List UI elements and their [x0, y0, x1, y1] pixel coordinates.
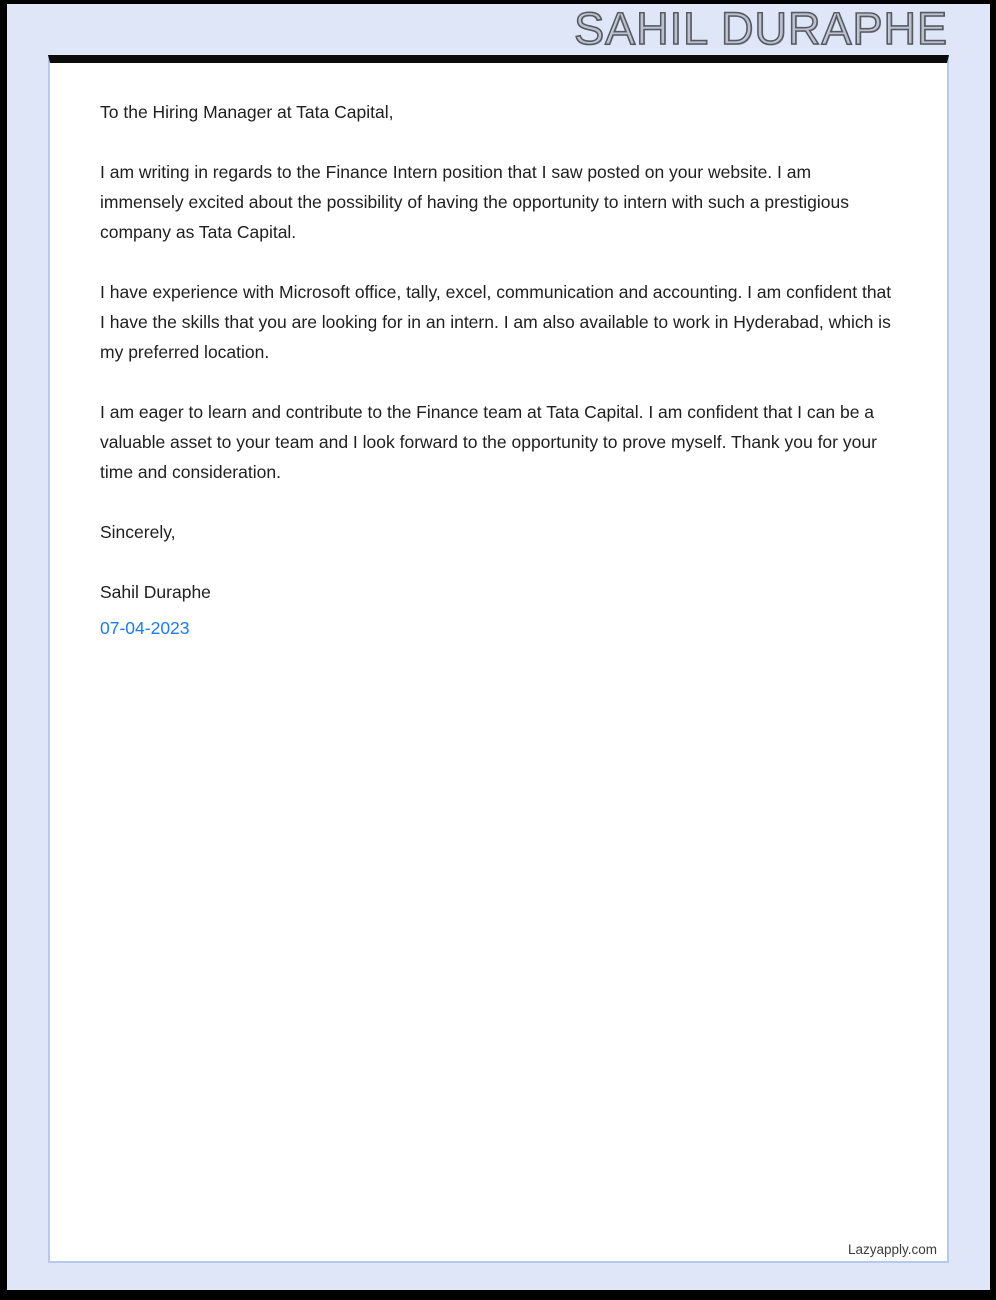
letter-page — [48, 55, 949, 1263]
letter-paragraph-2: I have experience with Microsoft office, tally, excel, communication and accounting. I am confident that I have the skills that you are looking for in an intern. I am also available to work in Hyderabad, which is my preferred location. — [100, 282, 892, 362]
letter-paragraph-1: I am writing in regards to the Finance Intern position that I saw posted on your website. I am immensely excited about the possibility of having the opportunity to intern with such a prestigious company as Tata Capital. — [100, 162, 850, 242]
letter-closing: Sincerely, — [100, 522, 176, 542]
letter-body — [50, 63, 947, 643]
letter-date: 07-04-2023 — [100, 618, 190, 638]
letter-signature-name: Sahil Duraphe — [100, 582, 211, 602]
letter-paragraph-3: I am eager to learn and contribute to the Finance team at Tata Capital. I am confident that I can be a valuable asset to your team and I look forward to the opportunity to prove myself. Thank you for your time and consideration. — [100, 402, 877, 482]
lazyapply-watermark: Lazyapply.com — [847, 1242, 937, 1257]
header-candidate-name: SAHIL DURAPHE — [574, 3, 948, 54]
letter-greeting: To the Hiring Manager at Tata Capital, — [100, 102, 394, 122]
